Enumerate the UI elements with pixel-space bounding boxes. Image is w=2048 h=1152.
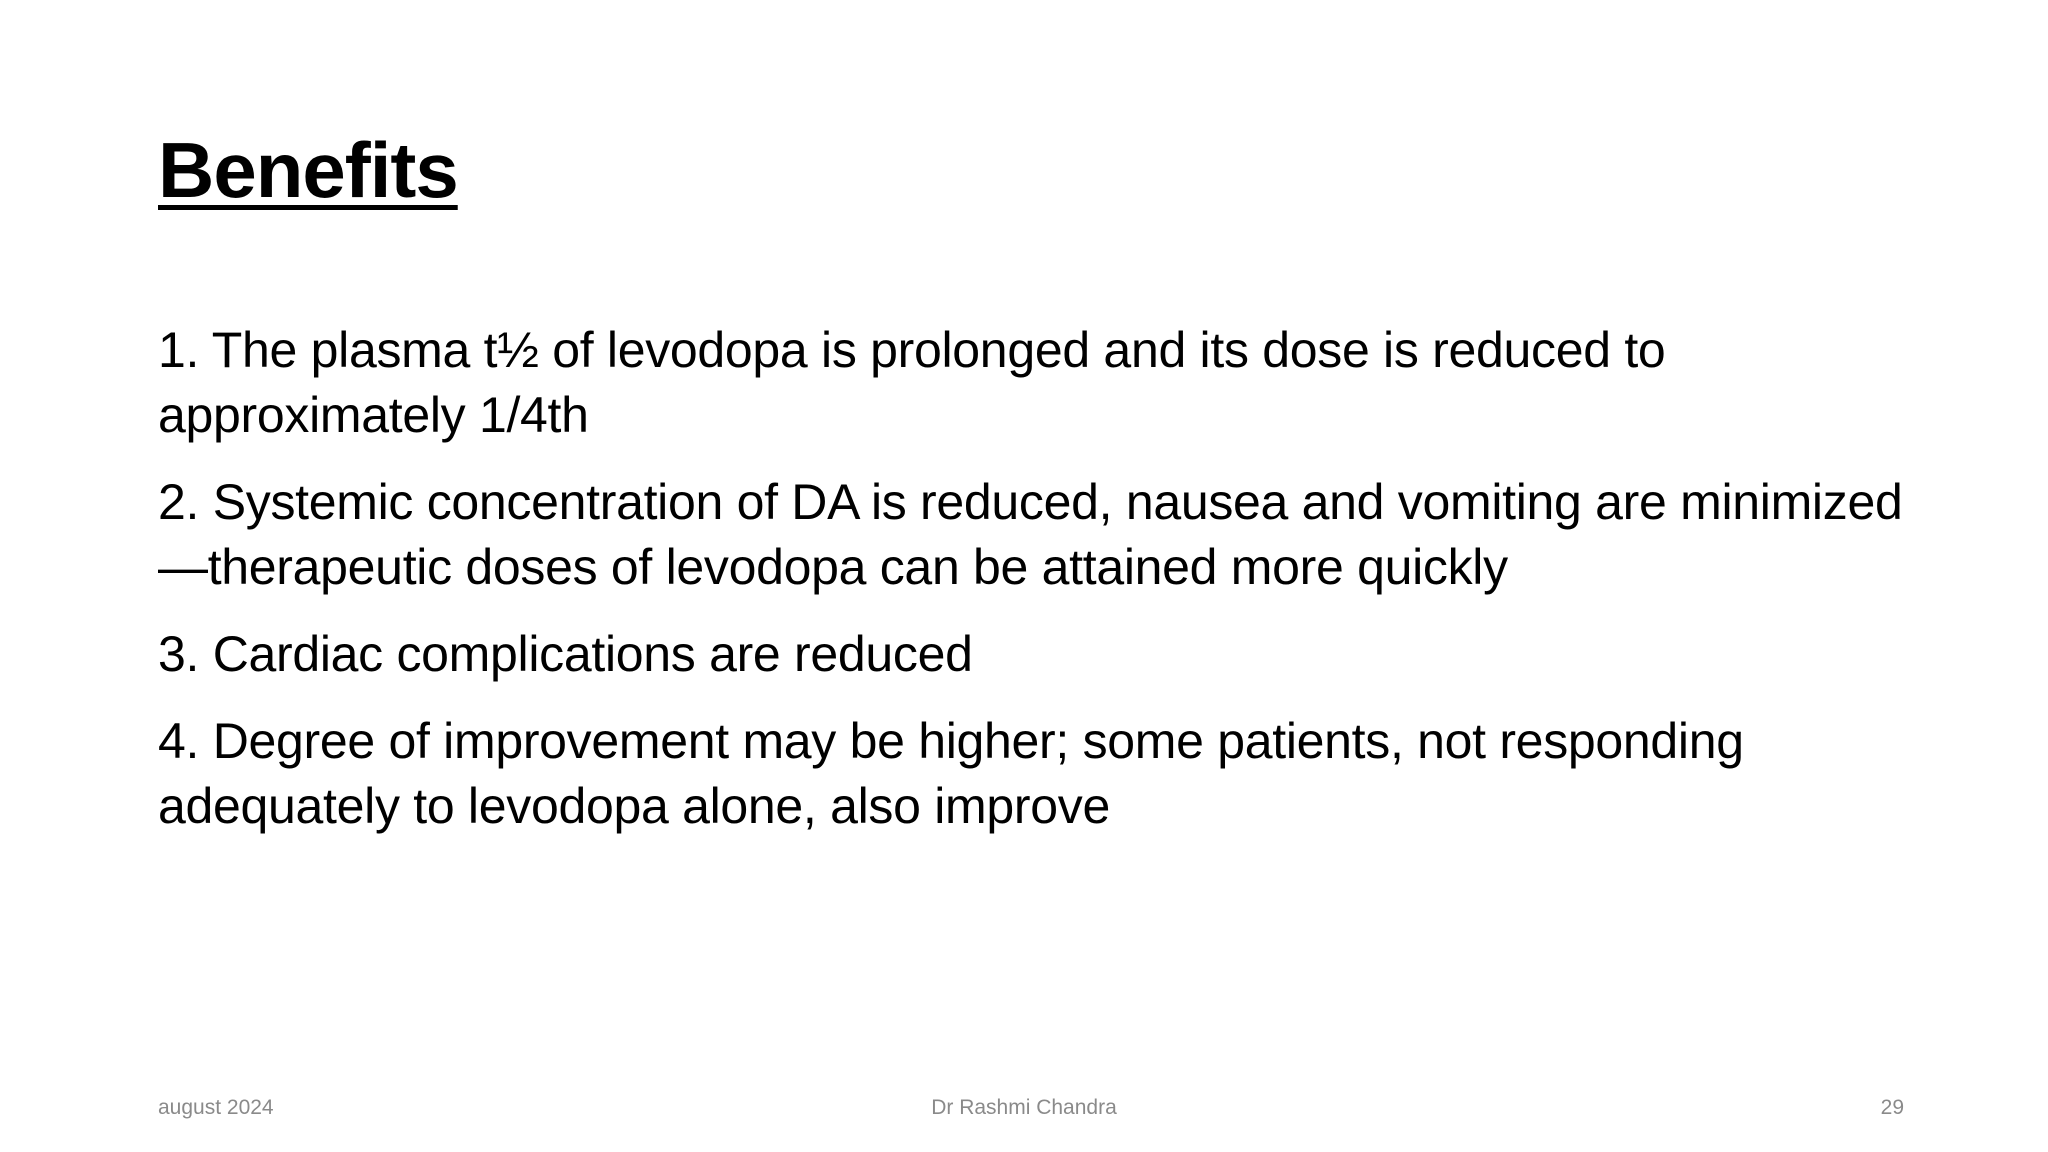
benefits-list <box>158 318 1928 861</box>
benefit-point-2: 2. Systemic concentration of DA is reduced, nausea and vomiting are minimized—therapeutic doses of levodopa can be attained more quickly <box>158 474 1903 595</box>
slide-page-number: 29 <box>1880 1096 1904 1119</box>
benefit-point-4: 4. Degree of improvement may be higher; some patients, not responding adequately to levodopa alone, also improve <box>158 713 1744 834</box>
benefit-point-3: 3. Cardiac complications are reduced <box>158 626 973 682</box>
benefit-point-1: 1. The plasma t½ of levodopa is prolonged and its dose is reduced to approximately 1/4th <box>158 322 1666 443</box>
footer-date: august 2024 <box>158 1096 274 1119</box>
slide-title: Benefits <box>158 126 458 214</box>
footer-author: Dr Rashmi Chandra <box>931 1096 1117 1119</box>
